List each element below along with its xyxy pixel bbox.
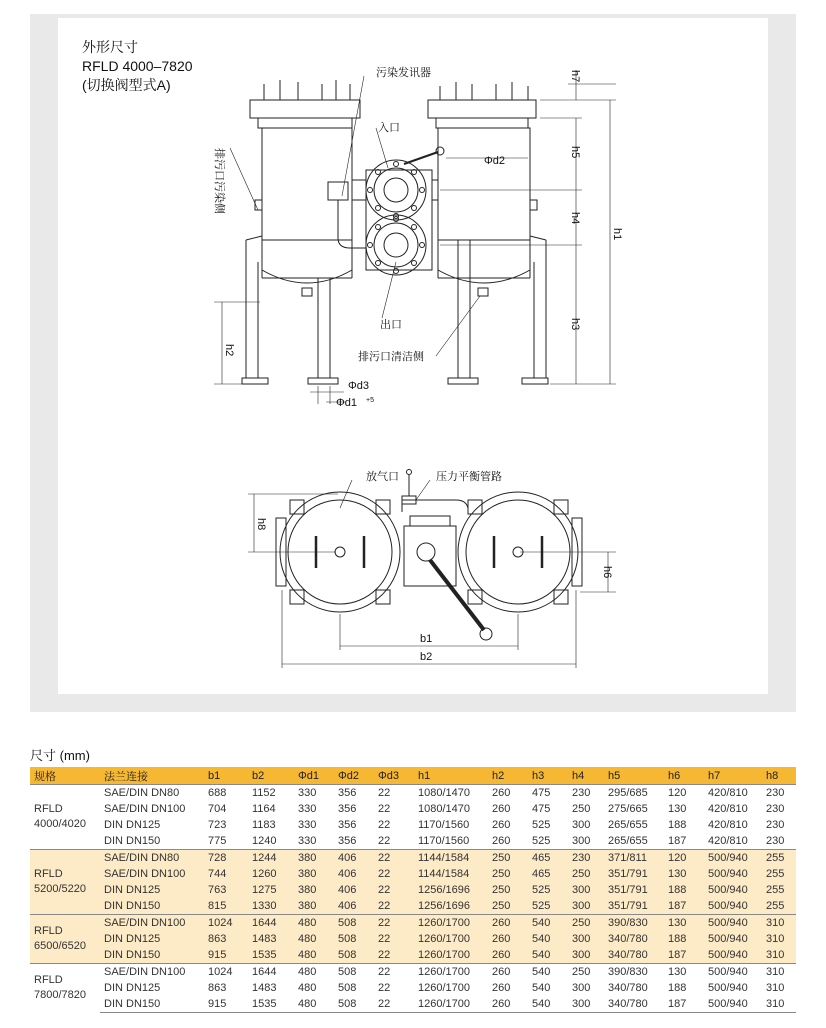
table-cell: 763 [204, 882, 248, 898]
table-cell: 230 [762, 785, 796, 802]
table-cell: 250 [488, 898, 528, 915]
table-cell: 260 [492, 803, 511, 815]
dim-h5: h5 [569, 146, 581, 159]
table-cell: 1144/1584 [414, 850, 488, 867]
table-cell: 300 [572, 982, 591, 994]
table-cell: 351/791 [604, 882, 664, 898]
table-cell: 380 [294, 898, 334, 915]
table-cell: 230 [766, 835, 785, 847]
table-cell: 340/780 [608, 982, 648, 994]
table-cell: 688 [204, 785, 248, 802]
table-row [30, 801, 796, 817]
table-cell: 300 [568, 931, 604, 947]
table-cell: 863 [208, 982, 227, 994]
table-cell: 330 [298, 819, 317, 831]
table-cell: SAE/DIN DN100 [100, 915, 204, 932]
table-cell: 22 [374, 850, 414, 867]
dim-b1: b1 [420, 633, 433, 645]
table-cell: 260 [488, 964, 528, 981]
table-cell: 351/791 [604, 866, 664, 882]
table-cell: 1260/1700 [414, 996, 488, 1013]
table-cell: 260 [488, 947, 528, 964]
table-row [30, 898, 796, 915]
dim-d3: Φd3 [348, 380, 370, 392]
table-row [30, 785, 796, 802]
dim-h6: h6 [601, 566, 613, 579]
dim-h3: h3 [569, 318, 581, 331]
table-cell: 1483 [248, 931, 294, 947]
table-cell: 525 [532, 835, 551, 847]
column-header: h3 [528, 767, 568, 785]
table-cell: 390/830 [604, 964, 664, 981]
table-cell: 1240 [252, 835, 277, 847]
label-contamination-indicator: 污染发讯器 [376, 66, 431, 79]
table-cell: DIN DN125 [100, 931, 204, 947]
table-cell: 420/810 [708, 819, 748, 831]
table-cell: 540 [528, 931, 568, 947]
table-row [30, 915, 796, 932]
table-cell: 390/830 [604, 915, 664, 932]
table-cell: 420/810 [704, 785, 762, 802]
column-header: h1 [414, 767, 488, 785]
dim-d2: Φd2 [484, 155, 506, 167]
table-cell: 540 [528, 996, 568, 1013]
table-cell: 723 [208, 819, 227, 831]
table-cell: 22 [378, 819, 391, 831]
table-cell: 1256/1696 [414, 898, 488, 915]
table-cell: 815 [204, 898, 248, 915]
table-cell: 310 [762, 915, 796, 932]
table-cell: 475 [528, 785, 568, 802]
table-cell: 728 [204, 850, 248, 867]
table-cell: 465 [528, 850, 568, 867]
table-cell: 230 [568, 785, 604, 802]
model-cell [30, 964, 100, 1013]
table-cell: 420/810 [708, 835, 748, 847]
table-cell: 300 [568, 882, 604, 898]
table-cell: 525 [532, 819, 551, 831]
table-cell: 508 [334, 964, 374, 981]
table-cell: 744 [204, 866, 248, 882]
table-cell: 22 [378, 803, 391, 815]
model-line: RFLD [34, 868, 63, 880]
table-cell: 265/655 [608, 835, 648, 847]
table-cell: 130 [668, 803, 687, 815]
model-cell [30, 915, 100, 964]
table-cell: 260 [488, 931, 528, 947]
table-cell: 230 [766, 803, 785, 815]
table-cell: 300 [572, 835, 591, 847]
table-cell: 1644 [248, 915, 294, 932]
table-cell: 1080/1470 [418, 803, 470, 815]
model-line: 5200/5220 [34, 883, 86, 895]
table-cell: 22 [378, 835, 391, 847]
title-line: (切换阀型式A) [82, 77, 171, 93]
table-cell: DIN DN150 [100, 996, 204, 1013]
table-cell: 188 [668, 982, 687, 994]
table-cell: 310 [762, 947, 796, 964]
model-line: RFLD [34, 803, 63, 815]
table-cell: 22 [374, 785, 414, 802]
table-cell: 500/940 [704, 866, 762, 882]
table-cell: 250 [488, 850, 528, 867]
table-cell: 500/940 [704, 915, 762, 932]
table-cell: 1164 [252, 803, 276, 815]
table-cell: 420/810 [708, 803, 748, 815]
table-cell: 1260/1700 [418, 982, 470, 994]
table-row [30, 882, 796, 898]
table-cell: 22 [374, 964, 414, 981]
table-cell: 22 [374, 898, 414, 915]
table-cell: 310 [762, 996, 796, 1013]
table-cell: 250 [568, 915, 604, 932]
left-housing [242, 80, 360, 384]
table-cell: 356 [338, 819, 357, 831]
table-cell: 255 [762, 898, 796, 915]
table-cell: 230 [766, 819, 785, 831]
table-cell: 130 [664, 964, 704, 981]
table-cell: 187 [664, 898, 704, 915]
table-cell: 1644 [248, 964, 294, 981]
table-cell: 508 [338, 982, 357, 994]
label-pressure-balance-line: 压力平衡管路 [436, 470, 502, 483]
model-cell [30, 785, 100, 850]
column-header: Φd1 [294, 767, 334, 785]
model-group [30, 964, 796, 1013]
table-cell: 500/940 [704, 850, 762, 867]
table-cell: DIN DN150 [104, 835, 161, 847]
table-cell: 130 [664, 915, 704, 932]
title-line: 外形尺寸 [82, 39, 138, 55]
table-cell: 260 [492, 835, 511, 847]
table-cell: DIN DN125 [100, 882, 204, 898]
table-cell: 480 [294, 931, 334, 947]
changeover-valve [328, 147, 444, 275]
table-cell: 330 [298, 835, 317, 847]
column-header: h7 [704, 767, 762, 785]
table-cell: 330 [294, 785, 334, 802]
table-cell: 340/780 [604, 931, 664, 947]
label-drain-dirty-side: 排污口污染侧 [213, 148, 226, 214]
table-cell: 915 [204, 947, 248, 964]
table-cell: 1080/1470 [414, 785, 488, 802]
table-cell: 22 [374, 931, 414, 947]
table-cell: 22 [378, 982, 391, 994]
model-line: RFLD [34, 925, 63, 937]
table-cell: 260 [488, 996, 528, 1013]
table-cell: 22 [374, 947, 414, 964]
table-cell: 260 [488, 785, 528, 802]
table-cell: 356 [334, 785, 374, 802]
table-cell: 275/665 [608, 803, 648, 815]
table-cell: 130 [664, 866, 704, 882]
table-cell: 500/940 [708, 982, 748, 994]
table-cell: 300 [568, 898, 604, 915]
dim-d1-tolerance: +5 [366, 397, 374, 404]
table-cell: DIN DN125 [104, 982, 161, 994]
table-cell: 1024 [204, 964, 248, 981]
table-cell: 22 [374, 866, 414, 882]
table-cell: 250 [568, 866, 604, 882]
dim-h7: h7 [569, 70, 581, 83]
table-cell: 340/780 [604, 947, 664, 964]
table-cell: SAE/DIN DN100 [104, 803, 186, 815]
table-cell: 704 [208, 803, 227, 815]
table-cell: 1170/1560 [418, 835, 470, 847]
table-cell: 22 [374, 915, 414, 932]
table-cell: 500/940 [704, 898, 762, 915]
table-row [30, 964, 796, 981]
table-cell: 540 [532, 982, 551, 994]
table-cell: 300 [572, 819, 591, 831]
table-cell: 188 [668, 819, 687, 831]
model-group [30, 915, 796, 964]
model-line: 6500/6520 [34, 940, 86, 952]
table-cell: 295/685 [604, 785, 664, 802]
table-cell: 380 [294, 850, 334, 867]
table-cell: 250 [572, 803, 591, 815]
table-cell: 1260/1700 [414, 964, 488, 981]
table-cell: DIN DN150 [100, 947, 204, 964]
table-cell: 188 [664, 931, 704, 947]
table-cell: 500/940 [704, 882, 762, 898]
column-header: Φd3 [374, 767, 414, 785]
table-cell: 508 [334, 915, 374, 932]
table-row [30, 947, 796, 964]
table-cell: SAE/DIN DN80 [100, 785, 204, 802]
table-row [30, 833, 796, 850]
column-header: Φd2 [334, 767, 374, 785]
table-cell: 356 [338, 803, 357, 815]
table-cell: 406 [334, 898, 374, 915]
table-cell: 1244 [248, 850, 294, 867]
table-cell: 255 [762, 882, 796, 898]
table-cell: 120 [664, 850, 704, 867]
table-cell: 260 [488, 915, 528, 932]
label-vent: 放气口 [366, 470, 399, 483]
table-cell: 250 [488, 882, 528, 898]
table-cell: 187 [664, 996, 704, 1013]
model-cell [30, 850, 100, 915]
dimensions-table [30, 767, 796, 1013]
table-cell: 1483 [252, 982, 277, 994]
table-cell: 1024 [204, 915, 248, 932]
dim-h2: h2 [223, 344, 235, 357]
table-cell: 775 [208, 835, 227, 847]
dim-d1: Φd1 [336, 397, 358, 409]
table-cell: 500/940 [704, 996, 762, 1013]
table-cell: 540 [528, 964, 568, 981]
table-cell: 1275 [248, 882, 294, 898]
table-cell: 1170/1560 [418, 819, 470, 831]
model-line: RFLD [34, 974, 63, 987]
table-cell: 260 [492, 819, 511, 831]
title-line: RFLD 4000–7820 [82, 58, 193, 74]
table-cell: 230 [568, 850, 604, 867]
table-cell: 250 [488, 866, 528, 882]
table-cell: 300 [568, 996, 604, 1013]
table-row [30, 931, 796, 947]
table-cell: 480 [294, 964, 334, 981]
table-cell: 1260/1700 [414, 931, 488, 947]
table-cell: 525 [528, 898, 568, 915]
model-group [30, 785, 796, 850]
column-header: h6 [664, 767, 704, 785]
model-group [30, 850, 796, 915]
table-cell: 310 [762, 964, 796, 981]
table-cell: 1152 [248, 785, 294, 802]
table-cell: 255 [762, 866, 796, 882]
table-cell: 480 [298, 982, 317, 994]
table-header-row [30, 767, 796, 785]
dimensions-section-title: 尺寸 (mm) [30, 748, 90, 763]
table-cell: 1260 [248, 866, 294, 882]
table-cell: 310 [766, 982, 785, 994]
table-cell: 340/780 [604, 996, 664, 1013]
column-header: h8 [762, 767, 796, 785]
table-cell: 330 [298, 803, 317, 815]
table-cell: 500/940 [704, 964, 762, 981]
model-line: 4000/4020 [34, 818, 86, 830]
table-cell: 310 [762, 931, 796, 947]
column-header: 规格 [30, 767, 100, 785]
table-cell: 1330 [248, 898, 294, 915]
table-cell: 1260/1700 [414, 915, 488, 932]
table-cell: 406 [334, 850, 374, 867]
table-cell: 380 [294, 882, 334, 898]
right-housing [428, 82, 548, 384]
table-cell: SAE/DIN DN80 [100, 850, 204, 867]
table-cell: 187 [668, 835, 687, 847]
table-cell: 508 [334, 931, 374, 947]
table-cell: 525 [528, 882, 568, 898]
table-row [30, 866, 796, 882]
table-cell: 1535 [248, 996, 294, 1013]
table-cell: 1535 [248, 947, 294, 964]
table-cell: 188 [664, 882, 704, 898]
table-cell: 22 [374, 882, 414, 898]
table-cell: 406 [334, 866, 374, 882]
dim-b2: b2 [420, 651, 433, 663]
dim-h1: h1 [611, 228, 623, 241]
table-cell: 22 [374, 996, 414, 1013]
table-cell: 500/940 [704, 947, 762, 964]
column-header: b2 [248, 767, 294, 785]
table-cell: 255 [762, 850, 796, 867]
dim-h8: h8 [255, 518, 267, 531]
table-cell: 300 [568, 947, 604, 964]
table-cell: SAE/DIN DN100 [100, 866, 204, 882]
table-cell: 480 [294, 947, 334, 964]
table-cell: 356 [338, 835, 357, 847]
label-outlet: 出口 [380, 318, 402, 331]
table-cell: DIN DN125 [104, 819, 161, 831]
table-cell: 508 [334, 947, 374, 964]
table-cell: 406 [334, 882, 374, 898]
table-cell: 508 [334, 996, 374, 1013]
table-cell: 480 [294, 996, 334, 1013]
table-cell: 475 [532, 803, 551, 815]
column-header: h2 [488, 767, 528, 785]
column-header: b1 [204, 767, 248, 785]
label-drain-clean-side: 排污口清洁侧 [358, 350, 424, 363]
table-cell: 500/940 [704, 931, 762, 947]
table-row [30, 817, 796, 833]
table-row [30, 980, 796, 996]
table-cell: 120 [664, 785, 704, 802]
table-cell: 250 [568, 964, 604, 981]
table-row [30, 850, 796, 867]
dim-h4: h4 [569, 212, 581, 225]
table-cell: 380 [294, 866, 334, 882]
table-cell: SAE/DIN DN100 [100, 964, 204, 981]
table-cell: 480 [294, 915, 334, 932]
table-cell: 540 [528, 915, 568, 932]
table-cell: 863 [204, 931, 248, 947]
table-cell: DIN DN150 [100, 898, 204, 915]
table-cell: 1183 [252, 819, 276, 831]
table-cell: 371/811 [604, 850, 664, 867]
label-inlet: 入口 [378, 121, 400, 134]
model-line: 7800/7820 [34, 989, 86, 1002]
table-cell: 1260/1700 [414, 947, 488, 964]
table-cell: 187 [664, 947, 704, 964]
table-row [30, 996, 796, 1013]
table-cell: 915 [204, 996, 248, 1013]
table-cell: 1144/1584 [414, 866, 488, 882]
table-cell: 465 [528, 866, 568, 882]
table-cell: 260 [492, 982, 511, 994]
column-header: h5 [604, 767, 664, 785]
column-header: h4 [568, 767, 604, 785]
table-cell: 265/655 [608, 819, 648, 831]
table-cell: 1256/1696 [414, 882, 488, 898]
table-cell: 351/791 [604, 898, 664, 915]
table-cell: 540 [528, 947, 568, 964]
column-header: 法兰连接 [100, 767, 204, 785]
